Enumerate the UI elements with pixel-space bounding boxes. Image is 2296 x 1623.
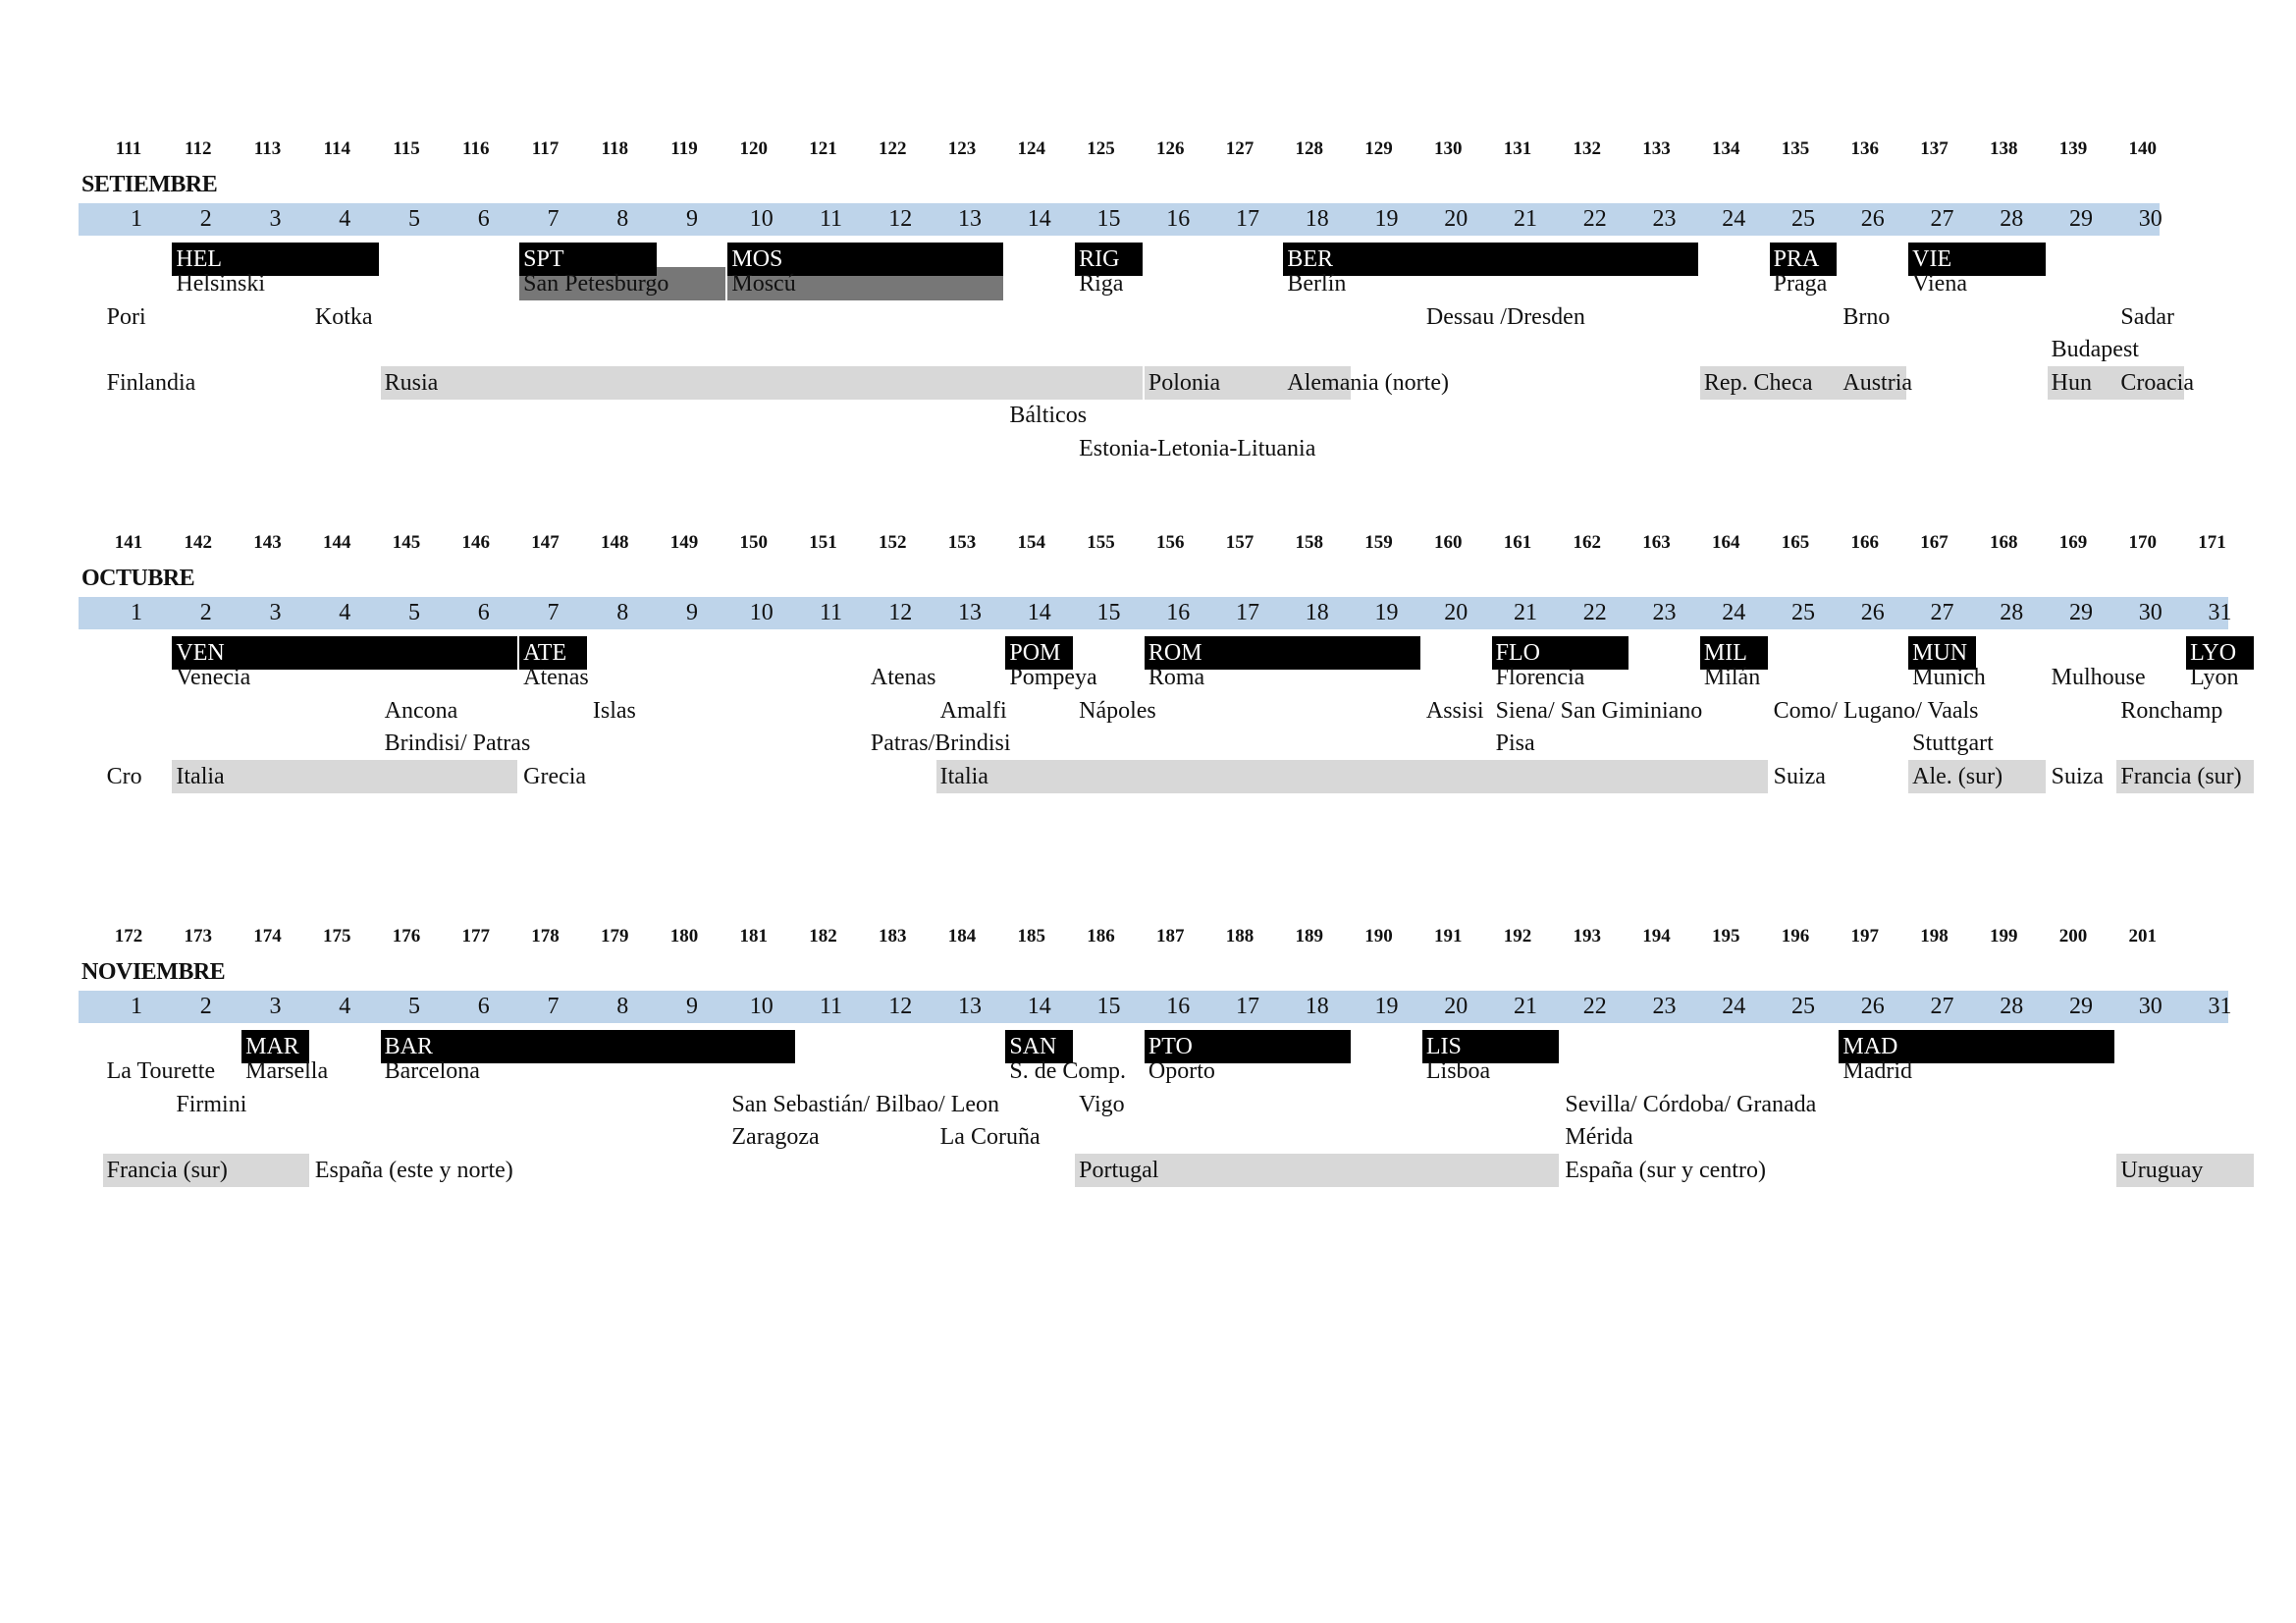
run-number: 186 bbox=[1087, 926, 1115, 947]
day-number: 6 bbox=[477, 206, 490, 232]
run-number: 120 bbox=[739, 138, 768, 159]
city-label: Atenas bbox=[870, 665, 936, 690]
run-number: 131 bbox=[1503, 138, 1532, 159]
run-number: 115 bbox=[393, 138, 420, 159]
day-number: 13 bbox=[958, 600, 982, 625]
city-label: Florencia bbox=[1495, 665, 1585, 690]
day-number: 11 bbox=[819, 600, 843, 625]
run-number: 144 bbox=[323, 532, 351, 553]
run-number: 166 bbox=[1850, 532, 1879, 553]
city-code: SAN bbox=[1005, 1030, 1073, 1063]
run-number: 139 bbox=[2058, 138, 2088, 159]
city-label: Barcelona bbox=[384, 1058, 480, 1084]
city-label: Pori bbox=[106, 303, 146, 330]
day-number: 16 bbox=[1166, 206, 1191, 232]
day-bar bbox=[79, 991, 2232, 1023]
country-label: Portugal bbox=[1079, 1157, 1159, 1183]
country-label: Ale. (sur) bbox=[1912, 763, 2003, 789]
month-name: OCTUBRE bbox=[81, 566, 195, 591]
run-number: 160 bbox=[1434, 532, 1463, 553]
day-number: 14 bbox=[1027, 994, 1051, 1019]
run-number: 112 bbox=[185, 138, 212, 159]
run-number: 157 bbox=[1225, 532, 1255, 553]
run-number: 182 bbox=[809, 926, 837, 947]
city-label: La Coruña bbox=[939, 1124, 1041, 1150]
day-number: 5 bbox=[408, 994, 420, 1019]
city-label: La Tourette bbox=[106, 1058, 216, 1084]
city-code: LYO bbox=[2186, 636, 2254, 670]
city-label: Estonia-Letonia-Lituania bbox=[1079, 435, 1316, 461]
run-number: 175 bbox=[323, 926, 351, 947]
country-label: España (sur y centro) bbox=[1565, 1157, 1766, 1183]
city-label: Mérida bbox=[1565, 1124, 1633, 1150]
day-number: 19 bbox=[1374, 994, 1399, 1019]
country-label: Croacia bbox=[2120, 369, 2194, 396]
city-label: Madrid bbox=[1842, 1058, 1913, 1084]
run-number: 128 bbox=[1295, 138, 1323, 159]
city-code: BER bbox=[1283, 243, 1698, 276]
day-number: 24 bbox=[1722, 600, 1746, 625]
city-label: Venecia bbox=[176, 665, 251, 690]
run-number: 183 bbox=[879, 926, 907, 947]
city-code: SPT bbox=[519, 243, 657, 276]
day-number: 23 bbox=[1652, 994, 1677, 1019]
run-number: 154 bbox=[1017, 532, 1045, 553]
run-number: 119 bbox=[670, 138, 698, 159]
country-label: Rep. Checa bbox=[1703, 369, 1813, 396]
run-number: 121 bbox=[809, 138, 837, 159]
city-code: MUN bbox=[1908, 636, 1976, 670]
day-number: 8 bbox=[616, 206, 629, 232]
city-label: Ronchamp bbox=[2120, 697, 2223, 724]
day-number: 7 bbox=[547, 206, 560, 232]
city-code: HEL bbox=[172, 243, 378, 276]
run-number: 117 bbox=[531, 138, 560, 159]
day-number: 17 bbox=[1236, 994, 1259, 1019]
day-number: 18 bbox=[1305, 206, 1329, 232]
city-label: Kotka bbox=[314, 303, 373, 330]
city-label: Helsinski bbox=[176, 271, 266, 297]
run-number: 172 bbox=[114, 926, 143, 947]
run-number: 191 bbox=[1434, 926, 1463, 947]
day-number: 9 bbox=[686, 206, 698, 232]
city-label: Como/ Lugano/ Vaals bbox=[1773, 697, 1979, 724]
day-number: 30 bbox=[2138, 600, 2163, 625]
run-number: 114 bbox=[323, 138, 350, 159]
city-label: San Petesburgo bbox=[523, 271, 669, 297]
run-number: 193 bbox=[1573, 926, 1601, 947]
day-number: 29 bbox=[2069, 206, 2093, 232]
day-number: 9 bbox=[686, 994, 698, 1019]
month-section bbox=[0, 925, 2296, 1298]
day-number: 6 bbox=[477, 600, 490, 625]
day-number: 1 bbox=[131, 600, 142, 625]
day-number: 30 bbox=[2138, 206, 2163, 232]
city-label: Firmini bbox=[176, 1091, 247, 1117]
run-number: 171 bbox=[2198, 532, 2226, 553]
run-number: 153 bbox=[947, 532, 977, 553]
city-label: Amalfi bbox=[939, 697, 1007, 724]
run-number: 137 bbox=[1920, 138, 1949, 159]
run-number: 113 bbox=[253, 138, 282, 159]
day-number: 27 bbox=[1930, 994, 1954, 1019]
city-code: POM bbox=[1005, 636, 1073, 670]
city-code: MAD bbox=[1839, 1030, 2114, 1063]
run-number: 163 bbox=[1642, 532, 1671, 553]
run-number: 170 bbox=[2128, 532, 2157, 553]
country-label: Italia bbox=[176, 763, 225, 789]
day-number: 5 bbox=[408, 600, 420, 625]
day-number: 15 bbox=[1096, 994, 1121, 1019]
city-label: Atenas bbox=[523, 665, 589, 690]
run-number: 176 bbox=[392, 926, 421, 947]
run-number: 189 bbox=[1295, 926, 1323, 947]
country-label: España (este y norte) bbox=[314, 1157, 513, 1183]
run-number: 197 bbox=[1850, 926, 1879, 947]
city-label: Siena/ San Giminiano bbox=[1495, 697, 1703, 724]
day-number: 22 bbox=[1582, 206, 1607, 232]
city-label: Sevilla/ Córdoba/ Granada bbox=[1565, 1091, 1817, 1117]
run-number: 169 bbox=[2058, 532, 2088, 553]
country-label: Uruguay bbox=[2120, 1157, 2204, 1183]
run-number: 125 bbox=[1087, 138, 1115, 159]
day-number: 19 bbox=[1374, 600, 1399, 625]
day-number: 26 bbox=[1860, 600, 1885, 625]
run-number: 132 bbox=[1573, 138, 1601, 159]
day-number: 18 bbox=[1305, 600, 1329, 625]
day-number: 7 bbox=[547, 600, 560, 625]
city-code: RIG bbox=[1075, 243, 1143, 276]
run-number: 194 bbox=[1642, 926, 1671, 947]
city-label: Zaragoza bbox=[731, 1124, 820, 1150]
day-number: 4 bbox=[339, 206, 351, 232]
day-number: 3 bbox=[269, 994, 282, 1019]
day-number: 2 bbox=[199, 600, 212, 625]
day-number: 14 bbox=[1027, 600, 1051, 625]
day-number: 22 bbox=[1582, 994, 1607, 1019]
country-label: Suiza bbox=[2051, 763, 2104, 789]
run-number: 159 bbox=[1364, 532, 1393, 553]
day-number: 3 bbox=[269, 600, 282, 625]
run-number: 127 bbox=[1225, 138, 1255, 159]
run-number: 167 bbox=[1920, 532, 1949, 553]
day-number: 28 bbox=[2000, 206, 2024, 232]
city-label: Pompeya bbox=[1009, 665, 1097, 690]
day-number: 1 bbox=[131, 206, 142, 232]
day-number: 13 bbox=[958, 994, 982, 1019]
day-number: 15 bbox=[1096, 206, 1121, 232]
run-number: 134 bbox=[1712, 138, 1740, 159]
day-number: 21 bbox=[1514, 994, 1537, 1019]
day-number: 12 bbox=[888, 206, 913, 232]
country-label: Alemania (norte) bbox=[1287, 369, 1449, 396]
day-number: 28 bbox=[2000, 600, 2024, 625]
city-code: MAR bbox=[241, 1030, 309, 1063]
run-number: 195 bbox=[1712, 926, 1740, 947]
run-number: 165 bbox=[1781, 532, 1810, 553]
day-number: 4 bbox=[339, 600, 351, 625]
city-code: ATE bbox=[519, 636, 587, 670]
run-number: 148 bbox=[601, 532, 629, 553]
day-number: 12 bbox=[888, 994, 913, 1019]
country-label: Austria bbox=[1842, 369, 1913, 396]
country-label: Finlandia bbox=[106, 369, 196, 396]
month-name: NOVIEMBRE bbox=[81, 959, 226, 985]
day-number: 25 bbox=[1791, 600, 1815, 625]
country-label: Cro bbox=[106, 763, 142, 789]
run-number: 184 bbox=[947, 926, 977, 947]
day-number: 6 bbox=[477, 994, 490, 1019]
day-number: 13 bbox=[958, 206, 982, 232]
day-number: 15 bbox=[1096, 600, 1121, 625]
day-number: 29 bbox=[2069, 994, 2093, 1019]
city-label: Brno bbox=[1842, 303, 1891, 330]
city-label: Milán bbox=[1703, 665, 1761, 690]
run-number: 185 bbox=[1017, 926, 1045, 947]
city-label: Vigo bbox=[1079, 1091, 1125, 1117]
city-label: Sadar bbox=[2120, 303, 2175, 330]
day-bar bbox=[79, 203, 2163, 236]
day-number: 16 bbox=[1166, 600, 1191, 625]
run-number: 152 bbox=[879, 532, 907, 553]
country-label: Rusia bbox=[384, 369, 439, 396]
city-label: Islas bbox=[592, 697, 636, 724]
run-number: 190 bbox=[1364, 926, 1393, 947]
day-number: 29 bbox=[2069, 600, 2093, 625]
day-number: 1 bbox=[131, 994, 142, 1019]
run-number: 142 bbox=[184, 532, 212, 553]
run-number: 192 bbox=[1503, 926, 1532, 947]
run-number: 179 bbox=[601, 926, 629, 947]
day-number: 14 bbox=[1027, 206, 1051, 232]
run-number: 168 bbox=[1990, 532, 2018, 553]
day-number: 7 bbox=[547, 994, 560, 1019]
city-label: Moscú bbox=[731, 271, 796, 297]
day-number: 27 bbox=[1930, 206, 1954, 232]
day-number: 21 bbox=[1514, 206, 1537, 232]
city-code: LIS bbox=[1422, 1030, 1560, 1063]
run-number: 151 bbox=[809, 532, 837, 553]
run-number: 141 bbox=[114, 532, 143, 553]
run-number: 199 bbox=[1990, 926, 2018, 947]
city-code: MIL bbox=[1700, 636, 1768, 670]
month-section bbox=[0, 137, 2296, 511]
day-bar bbox=[79, 597, 2232, 629]
day-number: 2 bbox=[199, 206, 212, 232]
city-label: San Sebastián/ Bilbao/ Leon bbox=[731, 1091, 999, 1117]
month-name: SETIEMBRE bbox=[81, 172, 218, 197]
run-number: 155 bbox=[1087, 532, 1115, 553]
city-code: MOS bbox=[727, 243, 1003, 276]
run-number: 180 bbox=[669, 926, 699, 947]
day-number: 21 bbox=[1514, 600, 1537, 625]
run-number: 111 bbox=[115, 138, 142, 159]
day-number: 17 bbox=[1236, 600, 1259, 625]
run-number: 116 bbox=[462, 138, 490, 159]
city-label: Lisboa bbox=[1425, 1058, 1491, 1084]
run-number: 161 bbox=[1503, 532, 1532, 553]
day-number: 11 bbox=[819, 994, 843, 1019]
city-label: Nápoles bbox=[1079, 697, 1156, 724]
run-number: 124 bbox=[1017, 138, 1045, 159]
city-label: Stuttgart bbox=[1912, 730, 1994, 756]
run-number: 177 bbox=[461, 926, 490, 947]
day-number: 20 bbox=[1444, 600, 1468, 625]
run-number: 156 bbox=[1156, 532, 1185, 553]
run-number: 145 bbox=[392, 532, 421, 553]
day-number: 18 bbox=[1305, 994, 1329, 1019]
run-number: 200 bbox=[2058, 926, 2088, 947]
day-number: 17 bbox=[1236, 206, 1259, 232]
run-number: 123 bbox=[947, 138, 977, 159]
city-code: FLO bbox=[1492, 636, 1629, 670]
day-number: 10 bbox=[749, 206, 774, 232]
city-label: Berlín bbox=[1287, 271, 1347, 297]
run-number: 164 bbox=[1712, 532, 1740, 553]
run-number: 198 bbox=[1920, 926, 1949, 947]
day-number: 10 bbox=[749, 600, 774, 625]
city-code: VEN bbox=[172, 636, 517, 670]
day-number: 20 bbox=[1444, 206, 1468, 232]
day-number: 23 bbox=[1652, 600, 1677, 625]
city-label: Roma bbox=[1148, 665, 1205, 690]
city-label: Lyon bbox=[2190, 665, 2239, 690]
run-number: 133 bbox=[1642, 138, 1671, 159]
day-number: 22 bbox=[1582, 600, 1607, 625]
day-number: 2 bbox=[199, 994, 212, 1019]
day-number: 26 bbox=[1860, 994, 1885, 1019]
day-number: 25 bbox=[1791, 206, 1815, 232]
city-code: PTO bbox=[1145, 1030, 1351, 1063]
run-number: 188 bbox=[1225, 926, 1255, 947]
country-label: Francia (sur) bbox=[2120, 763, 2242, 789]
day-number: 8 bbox=[616, 994, 629, 1019]
country-label: Italia bbox=[939, 763, 988, 789]
day-number: 9 bbox=[686, 600, 698, 625]
run-number: 149 bbox=[669, 532, 699, 553]
day-number: 23 bbox=[1652, 206, 1677, 232]
day-number: 20 bbox=[1444, 994, 1468, 1019]
day-number: 8 bbox=[616, 600, 629, 625]
city-label: Oporto bbox=[1148, 1058, 1215, 1084]
run-number: 181 bbox=[739, 926, 768, 947]
run-number: 140 bbox=[2128, 138, 2157, 159]
day-number: 27 bbox=[1930, 600, 1954, 625]
day-number: 28 bbox=[2000, 994, 2024, 1019]
run-number: 118 bbox=[601, 138, 628, 159]
country-label: Suiza bbox=[1773, 763, 1826, 789]
day-number: 26 bbox=[1860, 206, 1885, 232]
country-band bbox=[381, 366, 1143, 400]
city-label: Pisa bbox=[1495, 730, 1535, 756]
run-number: 130 bbox=[1434, 138, 1463, 159]
run-number: 143 bbox=[253, 532, 282, 553]
city-label: Munich bbox=[1912, 665, 1986, 690]
city-label: S. de Comp. bbox=[1009, 1058, 1127, 1084]
city-label: Marsella bbox=[245, 1058, 329, 1084]
day-number: 30 bbox=[2138, 994, 2163, 1019]
city-label: Riga bbox=[1079, 271, 1124, 297]
run-number: 174 bbox=[253, 926, 282, 947]
country-band bbox=[936, 760, 1768, 793]
run-number: 150 bbox=[739, 532, 768, 553]
city-label: Patras/Brindisi bbox=[870, 730, 1011, 756]
day-number: 11 bbox=[819, 206, 843, 232]
run-number: 158 bbox=[1295, 532, 1323, 553]
run-number: 178 bbox=[531, 926, 560, 947]
city-label: Ancona bbox=[384, 697, 458, 724]
run-number: 135 bbox=[1781, 138, 1810, 159]
city-label: Bálticos bbox=[1009, 403, 1088, 428]
city-code: BAR bbox=[381, 1030, 796, 1063]
run-number: 146 bbox=[461, 532, 490, 553]
month-section bbox=[0, 531, 2296, 904]
country-label: Polonia bbox=[1148, 369, 1221, 396]
city-label: Budapest bbox=[2051, 337, 2139, 362]
city-code: PRA bbox=[1770, 243, 1838, 276]
city-label: Assisi bbox=[1425, 697, 1484, 724]
day-number: 25 bbox=[1791, 994, 1815, 1019]
day-number: 31 bbox=[2208, 600, 2232, 625]
city-code: VIE bbox=[1908, 243, 2046, 276]
run-number: 173 bbox=[184, 926, 212, 947]
day-number: 24 bbox=[1722, 206, 1746, 232]
city-label: Praga bbox=[1773, 271, 1828, 297]
day-number: 3 bbox=[269, 206, 282, 232]
day-number: 10 bbox=[749, 994, 774, 1019]
country-label: Hun bbox=[2051, 369, 2092, 396]
city-label: Brindisi/ Patras bbox=[384, 730, 531, 756]
day-number: 12 bbox=[888, 600, 913, 625]
city-label: Mulhouse bbox=[2051, 665, 2146, 690]
run-number: 187 bbox=[1156, 926, 1185, 947]
run-number: 136 bbox=[1850, 138, 1879, 159]
run-number: 138 bbox=[1990, 138, 2018, 159]
day-number: 19 bbox=[1374, 206, 1399, 232]
day-number: 5 bbox=[408, 206, 420, 232]
day-number: 16 bbox=[1166, 994, 1191, 1019]
country-label: Francia (sur) bbox=[106, 1157, 228, 1183]
run-number: 196 bbox=[1781, 926, 1810, 947]
city-label: Dessau /Dresden bbox=[1425, 303, 1585, 330]
run-number: 126 bbox=[1156, 138, 1185, 159]
run-number: 129 bbox=[1364, 138, 1393, 159]
run-number: 147 bbox=[531, 532, 560, 553]
run-number: 201 bbox=[2128, 926, 2157, 947]
day-number: 31 bbox=[2208, 994, 2232, 1019]
run-number: 122 bbox=[879, 138, 907, 159]
day-number: 24 bbox=[1722, 994, 1746, 1019]
city-code: ROM bbox=[1145, 636, 1420, 670]
city-label: Viena bbox=[1912, 271, 1967, 297]
run-number: 162 bbox=[1573, 532, 1601, 553]
day-number: 4 bbox=[339, 994, 351, 1019]
country-label: Grecia bbox=[523, 763, 587, 789]
